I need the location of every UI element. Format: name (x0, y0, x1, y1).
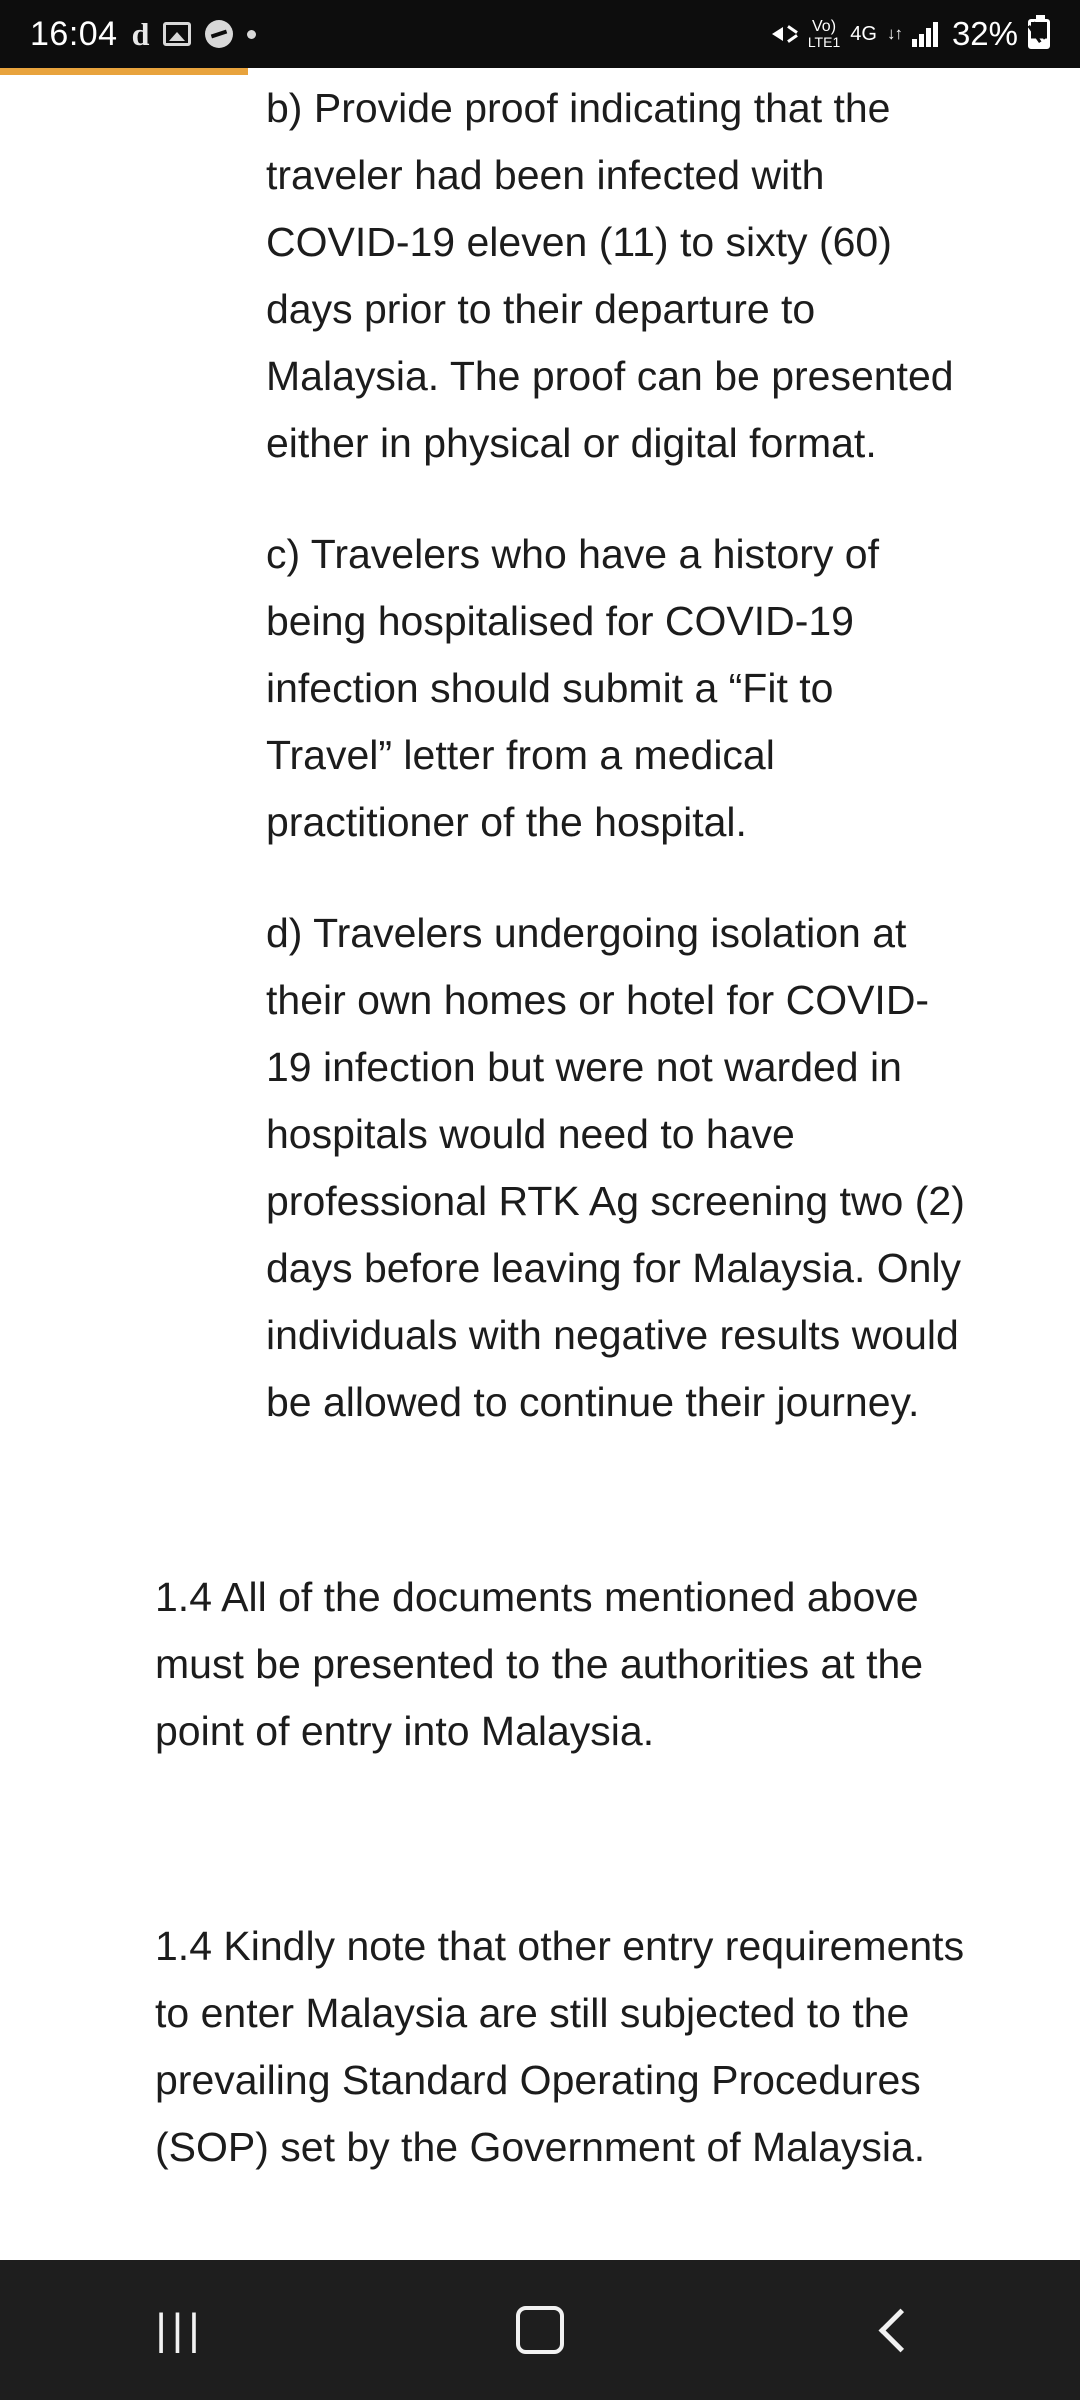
section-1-4-first (155, 1564, 985, 1765)
volte-bottom-label: LTE1 (807, 34, 841, 50)
page-load-progress-track (0, 68, 1080, 75)
status-bar-left (30, 15, 256, 54)
recents-icon: ||| (155, 2305, 205, 2354)
back-icon (878, 2308, 922, 2352)
section-1-4-second (155, 1913, 985, 2181)
signal-bars-icon (912, 21, 938, 47)
messenger-icon (205, 20, 233, 48)
home-icon (516, 2306, 564, 2354)
d-app-icon: d (131, 15, 150, 52)
battery-icon (1028, 19, 1050, 49)
paragraph-item-d: d) Travelers undergoing isolation at their own homes or hotel for COVID-19 infection but were not warded in hospitals would need to have professional RTK Ag screening two (2) days before leaving for Malaysia. Only individuals with negative results would be allowed to continue their journey. (266, 910, 965, 1425)
data-arrows-icon: ↓↑ (886, 24, 902, 43)
4g-icon: 4G (850, 22, 877, 45)
recents-button[interactable] (120, 2270, 240, 2390)
paragraph-item-c: c) Travelers who have a history of being hospitalised for COVID-19 infection should submit a “Fit to Travel” letter from a medical practitioner of the hospital. (266, 531, 879, 845)
paragraph-1-4-documents: 1.4 All of the documents mentioned above must be presented to the authorities at the point of entry into Malaysia. (155, 1574, 924, 1754)
page-load-progress-fill (0, 68, 248, 75)
gallery-icon (163, 22, 191, 46)
indented-list-group (266, 75, 966, 1436)
mute-icon (772, 20, 798, 48)
document-viewport[interactable] (0, 75, 1080, 2260)
volte-icon (808, 19, 840, 49)
back-button[interactable] (840, 2270, 960, 2390)
battery-percent-label: 32% (951, 15, 1018, 52)
section-spacer-2 (0, 1765, 1080, 1913)
status-bar-right (772, 15, 1050, 53)
home-button[interactable] (480, 2270, 600, 2390)
paragraph-1-4-sop: 1.4 Kindly note that other entry requirements to enter Malaysia are still subjected to the prevailing Standard Operating Procedures (SOP) set by the Government of Malaysia. (155, 1923, 965, 2170)
paragraph-item-b: b) Provide proof indicating that the traveler had been infected with COVID-19 eleven (11) to sixty (60) days prior to their departure to Malaysia. The proof can be presented either in physical or digital format. (266, 85, 954, 466)
status-bar (0, 0, 1080, 68)
system-navigation-bar (0, 2260, 1080, 2400)
dot-icon (247, 30, 256, 39)
volte-top-label: Vo) (812, 18, 837, 35)
status-clock: 16:04 (30, 14, 118, 53)
section-spacer-1 (0, 1436, 1080, 1564)
